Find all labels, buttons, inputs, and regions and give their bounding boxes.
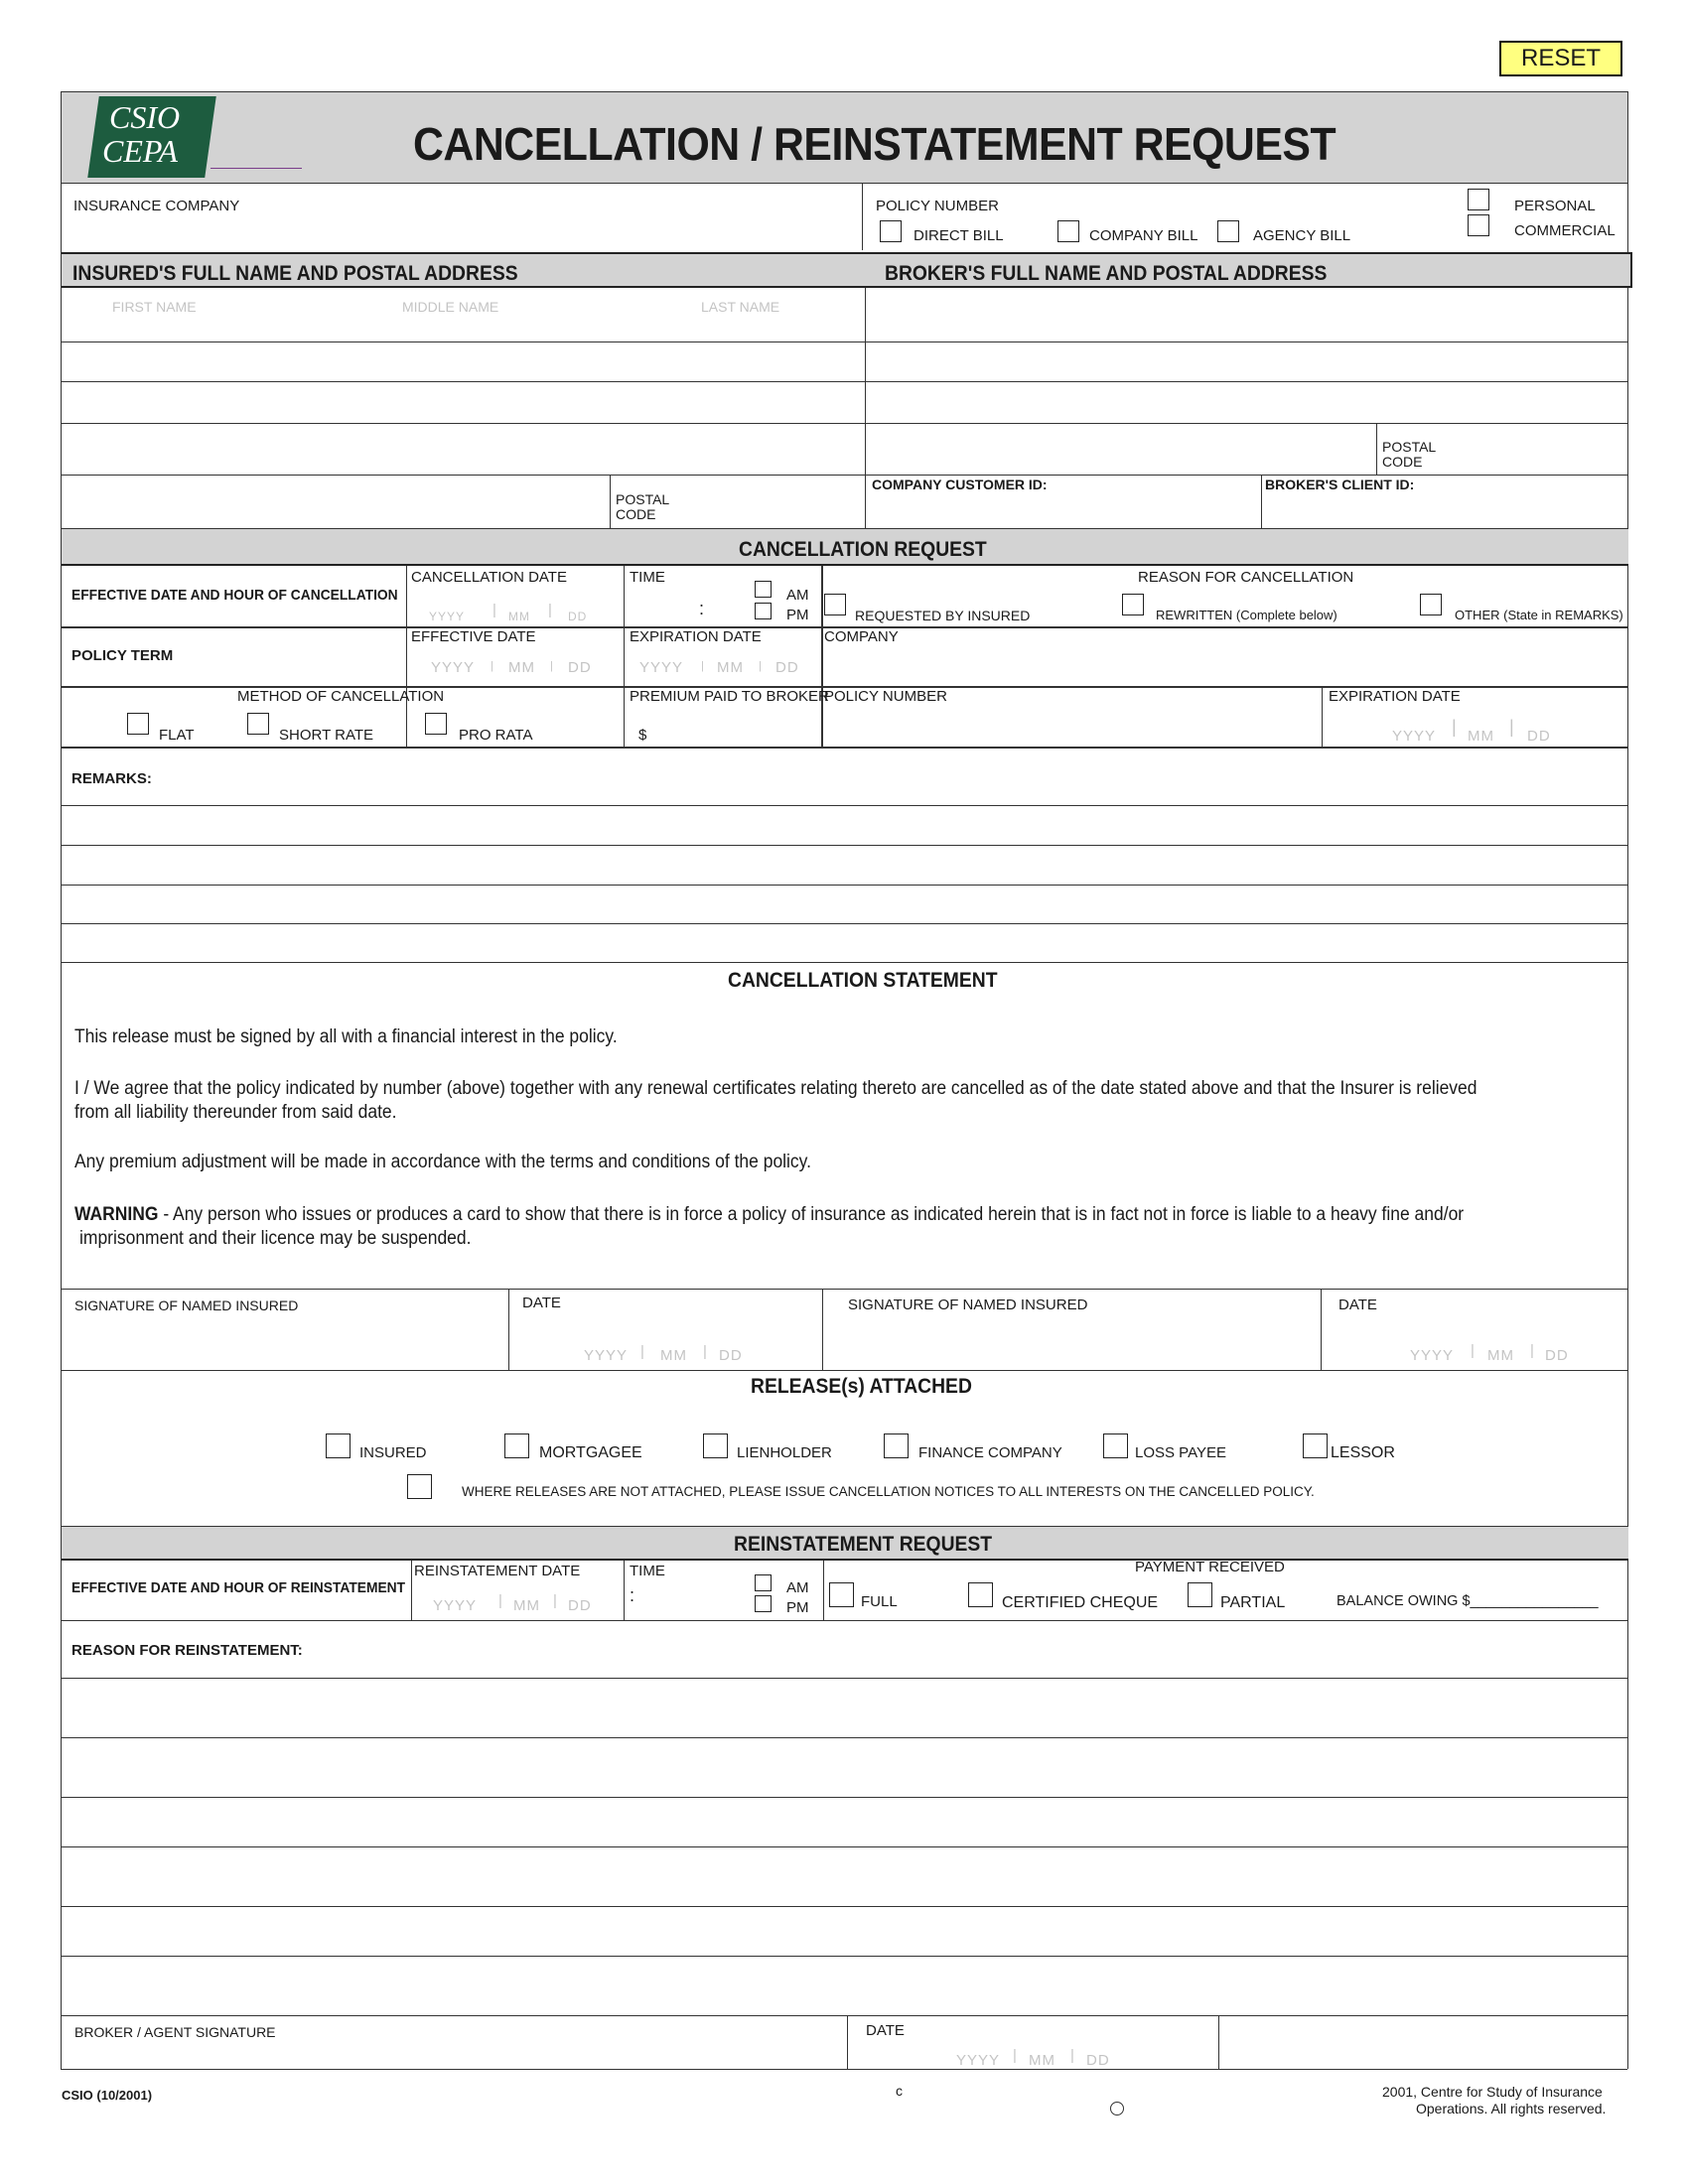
release-mortgagee-checkbox[interactable] <box>504 1433 529 1458</box>
last-name-placeholder: LAST NAME <box>701 299 780 315</box>
payment-partial-label: PARTIAL <box>1220 1594 1286 1611</box>
reinstatement-pm-label: PM <box>786 1599 809 1616</box>
reason-line5[interactable] <box>64 1908 1624 1954</box>
remarks-line3[interactable] <box>64 847 1624 883</box>
broker-address-line1[interactable] <box>868 343 1624 379</box>
cancellation-date-mm: MM <box>508 610 530 623</box>
reason-for-reinstatement-label: REASON FOR REINSTATEMENT: <box>71 1642 303 1659</box>
effective-date-yyyy: YYYY <box>431 659 476 676</box>
pro-rata-checkbox[interactable] <box>425 713 447 735</box>
reinstatement-date-dd: DD <box>568 1597 592 1614</box>
statement-paragraph-2b: from all liability thereunder from said date. <box>74 1102 397 1123</box>
rewritten-exp-dd: DD <box>1527 728 1551 745</box>
personal-checkbox[interactable] <box>1468 189 1489 210</box>
payment-partial-checkbox[interactable] <box>1188 1582 1212 1607</box>
effective-date-sep2: | <box>550 660 554 672</box>
statement-paragraph-2a: I / We agree that the policy indicated by number (above) together with any renewal certificates relating thereto are cancelled as of the date stated above and that the Insurer is relieved <box>74 1078 1477 1099</box>
insured-postal-code-field[interactable] <box>675 477 862 526</box>
company-customer-id-label: COMPANY CUSTOMER ID: <box>872 477 1048 492</box>
copyright-line-2: Operations. All rights reserved. <box>1416 2101 1607 2116</box>
effective-date-hour-reinstatement-label: EFFECTIVE DATE AND HOUR OF REINSTATEMENT <box>71 1579 406 1596</box>
agency-bill-label: AGENCY BILL <box>1253 227 1351 244</box>
payment-received-label: PAYMENT RECEIVED <box>1135 1559 1285 1575</box>
insured-header: INSURED'S FULL NAME AND POSTAL ADDRESS <box>72 262 518 285</box>
broker-header: BROKER'S FULL NAME AND POSTAL ADDRESS <box>885 262 1328 285</box>
rewritten-exp-yyyy: YYYY <box>1392 728 1437 745</box>
insured-name-field[interactable] <box>64 314 863 340</box>
broker-address-line2[interactable] <box>868 383 1624 421</box>
reason-line3[interactable] <box>64 1799 1624 1844</box>
payment-certified-cheque-checkbox[interactable] <box>968 1582 993 1607</box>
reason-line2[interactable] <box>64 1739 1624 1795</box>
form-id: CSIO (10/2001) <box>62 2088 153 2103</box>
reinstatement-time-field[interactable] <box>635 1584 747 1616</box>
insured-address-line1[interactable] <box>64 343 863 379</box>
broker-date-sep2: | <box>1070 2047 1075 2064</box>
premium-paid-field[interactable] <box>651 711 818 745</box>
effective-date-sep1: | <box>491 660 494 672</box>
cancellation-time-field[interactable] <box>635 594 747 623</box>
broker-date-yyyy: YYYY <box>956 2052 1001 2069</box>
expiration-date-label: EXPIRATION DATE <box>630 628 762 645</box>
sig-date1-sep1: | <box>640 1343 645 1360</box>
reason-line4[interactable] <box>64 1848 1624 1904</box>
direct-bill-label: DIRECT BILL <box>914 227 1004 244</box>
broker-date-label: DATE <box>866 2022 905 2039</box>
reinstatement-time-label: TIME <box>630 1563 665 1579</box>
copyright-line-1: 2001, Centre for Study of Insurance <box>1382 2084 1603 2100</box>
release-lessor-checkbox[interactable] <box>1303 1433 1328 1458</box>
reinstatement-date-sep2: | <box>553 1592 558 1609</box>
reason-line6[interactable] <box>64 1958 1624 2013</box>
first-name-placeholder: FIRST NAME <box>112 299 197 315</box>
release-lienholder-checkbox[interactable] <box>703 1433 728 1458</box>
insurance-company-label: INSURANCE COMPANY <box>73 198 240 214</box>
insured-address-line3[interactable] <box>64 425 863 473</box>
effective-date-dd: DD <box>568 659 592 676</box>
requested-by-insured-label: REQUESTED BY INSURED <box>855 608 1031 623</box>
payment-full-checkbox[interactable] <box>829 1582 854 1607</box>
remarks-line2[interactable] <box>64 807 1624 843</box>
reinstatement-time-colon: : <box>630 1585 635 1605</box>
remarks-line4[interactable] <box>64 887 1624 921</box>
effective-date-label: EFFECTIVE DATE <box>411 628 536 645</box>
reinstatement-am-label: AM <box>786 1579 809 1596</box>
cancellation-pm-label: PM <box>786 607 809 623</box>
statement-warning <box>74 1203 1464 1227</box>
cancellation-date-dd: DD <box>568 610 588 623</box>
cancellation-time-colon: : <box>699 599 705 618</box>
payment-certified-cheque-label: CERTIFIED CHEQUE <box>1002 1594 1159 1611</box>
expiration-date-sep1: | <box>701 660 705 672</box>
brokers-client-id-field[interactable] <box>1263 494 1624 526</box>
balance-owing-field[interactable] <box>1462 1584 1601 1612</box>
insured-city-field[interactable] <box>64 477 608 526</box>
company-bill-checkbox[interactable] <box>1057 220 1079 242</box>
cancellation-am-label: AM <box>786 587 809 604</box>
cancellation-date-sep1: | <box>492 602 497 618</box>
statement-paragraph-1: This release must be signed by all with a financial interest in the policy. <box>74 1026 618 1047</box>
rewritten-exp-mm: MM <box>1468 728 1494 745</box>
balance-owing-label: BALANCE OWING $________________ <box>1336 1593 1599 1609</box>
expiration-date-mm: MM <box>717 659 744 676</box>
broker-date-mm: MM <box>1029 2052 1055 2069</box>
cancellation-am-checkbox[interactable] <box>755 581 772 598</box>
release-finance-company-label: FINANCE COMPANY <box>918 1444 1062 1461</box>
signature-insured-1-label: SIGNATURE OF NAMED INSURED <box>74 1297 299 1313</box>
signature-insured-1-field[interactable] <box>64 1320 506 1368</box>
commercial-checkbox[interactable] <box>1468 214 1489 236</box>
short-rate-label: SHORT RATE <box>279 727 374 744</box>
expiration-date-dd: DD <box>775 659 799 676</box>
policy-number-label: POLICY NUMBER <box>876 198 999 214</box>
sig-date2-sep2: | <box>1530 1342 1535 1359</box>
release-finance-company-checkbox[interactable] <box>884 1433 909 1458</box>
pro-rata-label: PRO RATA <box>459 727 533 744</box>
commercial-label: COMMERCIAL <box>1514 222 1616 239</box>
personal-label: PERSONAL <box>1514 198 1596 214</box>
releases-not-attached-label: WHERE RELEASES ARE NOT ATTACHED, PLEASE ISSUE CANCELLATION NOTICES TO ALL INTERESTS ON THE CANCELLED POLICY. <box>462 1484 1315 1499</box>
logo-text-csio: CSIO <box>109 99 181 135</box>
policy-term-label: POLICY TERM <box>71 647 174 664</box>
warning-text: - Any person who issues or produces a card to show that there is in force a policy of insurance as indicated herein that is in fact not in force is liable to a heavy fine and/or <box>158 1204 1465 1225</box>
cancellation-statement-header: CANCELLATION STATEMENT <box>728 969 998 992</box>
reinstatement-pm-checkbox[interactable] <box>755 1595 772 1612</box>
release-mortgagee-label: MORTGAGEE <box>539 1444 642 1461</box>
broker-city-field[interactable] <box>868 425 1374 473</box>
sig-date1-sep2: | <box>703 1343 708 1360</box>
premium-paid-to-broker-label: PREMIUM PAID TO BROKER <box>630 688 829 705</box>
remarks-line1[interactable] <box>159 751 1624 803</box>
reason-for-cancellation-label: REASON FOR CANCELLATION <box>1138 569 1354 586</box>
other-label: OTHER (State in REMARKS) <box>1455 608 1623 622</box>
broker-signature-field[interactable] <box>64 2043 844 2067</box>
insured-postal-code-label: POSTAL CODE <box>616 491 670 523</box>
reset-button[interactable]: RESET <box>1499 41 1622 76</box>
direct-bill-checkbox[interactable] <box>880 220 902 242</box>
logo-text-cepa: CEPA <box>102 133 178 169</box>
method-of-cancellation-label: METHOD OF CANCELLATION <box>237 688 445 705</box>
release-loss-payee-checkbox[interactable] <box>1103 1433 1128 1458</box>
release-lessor-label: LESSOR <box>1331 1444 1395 1461</box>
insured-address-line2[interactable] <box>64 383 863 421</box>
logo-underline <box>211 168 302 169</box>
effective-date-hour-cancellation-label: EFFECTIVE DATE AND HOUR OF CANCELLATION <box>71 587 398 604</box>
cancellation-date-sep2: | <box>548 602 553 618</box>
reinstatement-date-label: REINSTATEMENT DATE <box>414 1563 581 1579</box>
expiration-date-yyyy: YYYY <box>639 659 684 676</box>
releases-not-attached-checkbox[interactable] <box>407 1474 432 1499</box>
sig-date2-yyyy: YYYY <box>1410 1347 1455 1364</box>
page-title: CANCELLATION / REINSTATEMENT REQUEST <box>413 118 1336 170</box>
copyright-c: c <box>896 2083 903 2099</box>
statement-warning-2: imprisonment and their licence may be suspended. <box>79 1228 472 1249</box>
cancellation-pm-checkbox[interactable] <box>755 603 772 619</box>
sig-date1-yyyy: YYYY <box>584 1347 629 1364</box>
short-rate-checkbox[interactable] <box>247 713 269 735</box>
signature-insured-2-label: SIGNATURE OF NAMED INSURED <box>848 1297 1088 1313</box>
statement-paragraph-3: Any premium adjustment will be made in accordance with the terms and conditions of the policy. <box>74 1152 811 1172</box>
sig-date1-mm: MM <box>660 1347 687 1364</box>
reinstatement-date-sep1: | <box>498 1592 503 1609</box>
cancellation-request-header: CANCELLATION REQUEST <box>739 538 987 561</box>
release-lienholder-label: LIENHOLDER <box>737 1444 832 1461</box>
copyright-circle-icon <box>1110 2102 1124 2116</box>
sig-date1-dd: DD <box>719 1347 743 1364</box>
signature-date-2-label: DATE <box>1338 1297 1377 1313</box>
rewritten-expiration-date-label: EXPIRATION DATE <box>1329 688 1461 705</box>
company-customer-id-field[interactable] <box>868 494 1259 526</box>
broker-postal-code-field[interactable] <box>1430 425 1624 473</box>
rewritten-exp-sep2: | <box>1509 717 1515 737</box>
reason-line1[interactable] <box>64 1680 1624 1735</box>
reinstatement-am-checkbox[interactable] <box>755 1574 772 1591</box>
rewritten-company-field[interactable] <box>826 649 1624 684</box>
insurance-company-field[interactable] <box>64 220 858 248</box>
rewritten-policy-number-field[interactable] <box>826 709 1317 745</box>
cancellation-date-yyyy: YYYY <box>429 610 466 623</box>
remarks-line5[interactable] <box>64 925 1624 960</box>
premium-dollar-sign: $ <box>638 727 647 744</box>
cancellation-time-label: TIME <box>630 569 665 586</box>
sig-date2-sep1: | <box>1471 1342 1476 1359</box>
release-loss-payee-label: LOSS PAYEE <box>1135 1444 1226 1461</box>
cancellation-date-label: CANCELLATION DATE <box>411 569 567 586</box>
broker-postal-code-label: POSTAL CODE <box>1382 439 1437 471</box>
expiration-date-sep2: | <box>759 660 763 672</box>
requested-by-insured-checkbox[interactable] <box>824 594 846 615</box>
other-checkbox[interactable] <box>1420 594 1442 615</box>
agency-bill-checkbox[interactable] <box>1217 220 1239 242</box>
warning-label: WARNING <box>74 1204 159 1225</box>
signature-insured-2-field[interactable] <box>824 1320 1319 1368</box>
rewritten-exp-sep1: | <box>1452 717 1458 737</box>
reinstatement-date-yyyy: YYYY <box>433 1597 478 1614</box>
sig-date2-dd: DD <box>1545 1347 1569 1364</box>
remarks-label: REMARKS: <box>71 770 152 787</box>
flat-checkbox[interactable] <box>127 713 149 735</box>
signature-date-1-label: DATE <box>522 1295 561 1311</box>
release-insured-checkbox[interactable] <box>326 1433 351 1458</box>
release-insured-label: INSURED <box>359 1444 427 1461</box>
effective-date-mm: MM <box>508 659 535 676</box>
broker-date-sep1: | <box>1013 2047 1018 2064</box>
rewritten-policy-number-label: POLICY NUMBER <box>824 688 947 705</box>
rewritten-label: REWRITTEN (Complete below) <box>1156 608 1337 622</box>
reinstatement-request-header: REINSTATEMENT REQUEST <box>734 1533 993 1556</box>
rewritten-checkbox[interactable] <box>1122 594 1144 615</box>
flat-label: FLAT <box>159 727 195 744</box>
company-label: COMPANY <box>824 628 899 645</box>
broker-name-field[interactable] <box>868 290 1624 340</box>
middle-name-placeholder: MIDDLE NAME <box>402 299 499 315</box>
brokers-client-id-label: BROKER'S CLIENT ID: <box>1265 477 1415 492</box>
payment-full-label: FULL <box>861 1593 898 1610</box>
broker-date-dd: DD <box>1086 2052 1110 2069</box>
sig-date2-mm: MM <box>1487 1347 1514 1364</box>
broker-signature-label: BROKER / AGENT SIGNATURE <box>74 2024 276 2040</box>
releases-attached-header: RELEASE(s) ATTACHED <box>751 1375 972 1398</box>
company-bill-label: COMPANY BILL <box>1089 227 1198 244</box>
reinstatement-date-mm: MM <box>513 1597 540 1614</box>
